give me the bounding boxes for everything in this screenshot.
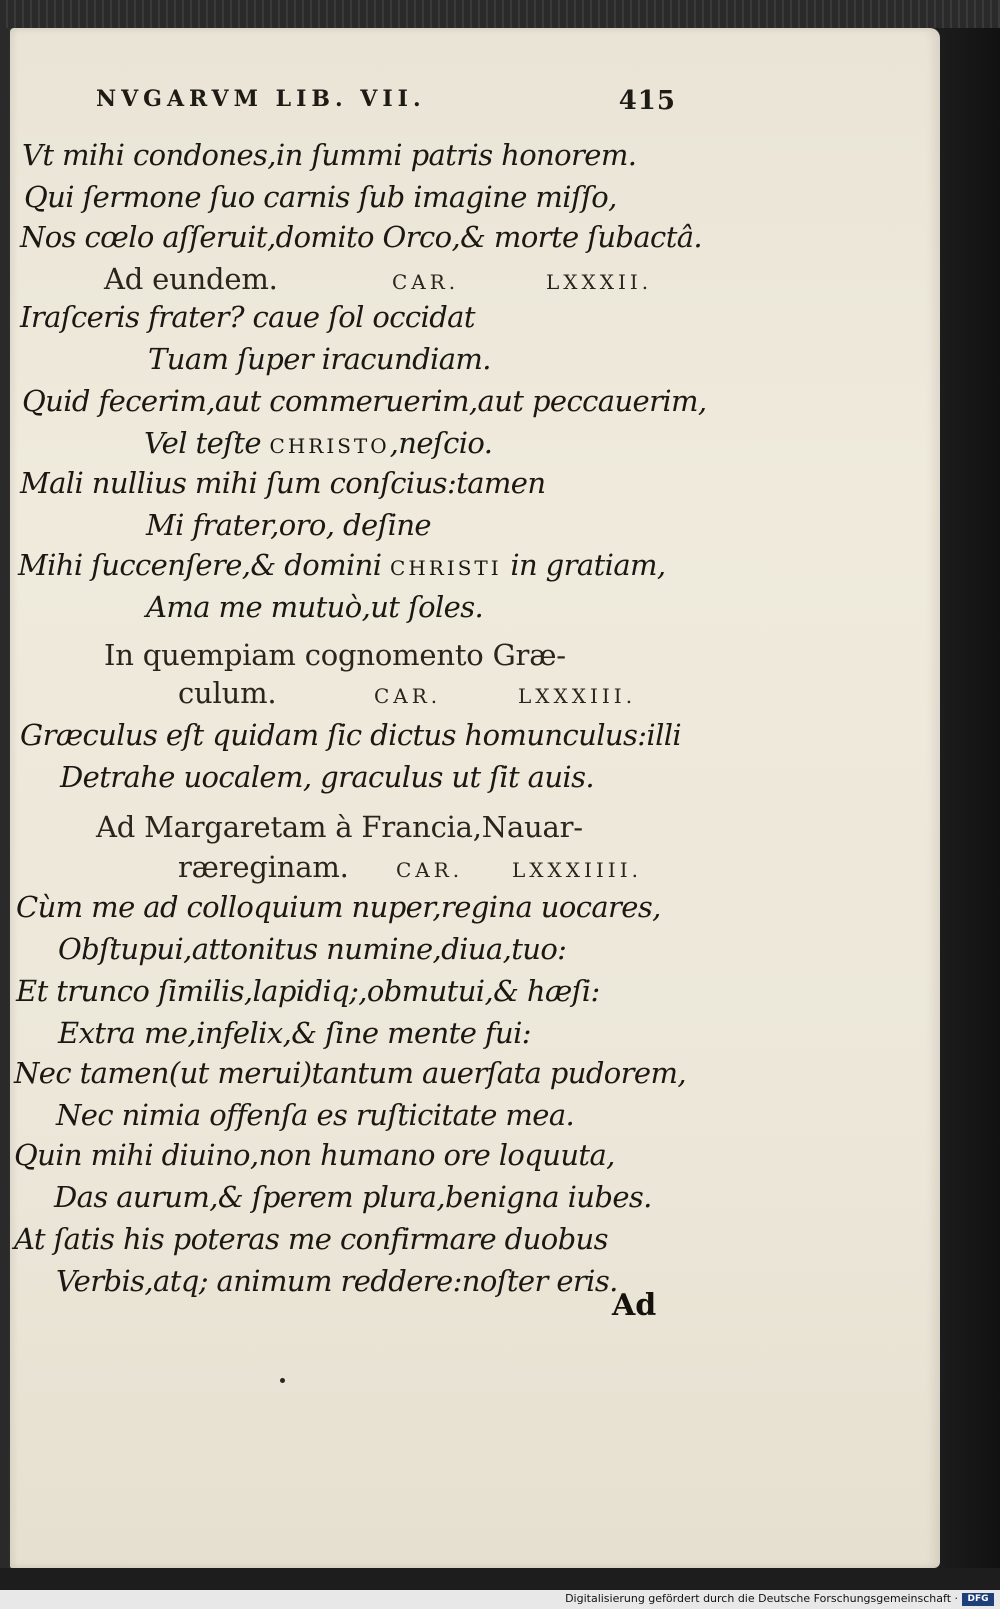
verse-line: Obſtupui,attonitus numine,diua,tuo: <box>58 932 567 966</box>
scan-bottom-edge <box>0 1568 1000 1590</box>
verse-line: Extra me,infelix,& ſine mente fui: <box>58 1016 531 1050</box>
verse-line: Et trunco ſimilis,lapidiq;,obmutui,& hæſi: <box>16 974 600 1008</box>
verse-line: Verbis,atq; animum reddere:noſter eris. <box>56 1264 618 1298</box>
poem-title: Ad Margaretam à Francia,Nauar- <box>96 810 583 844</box>
verse-line: Quin mihi diuino,non humano ore loquuta, <box>14 1138 615 1172</box>
running-head <box>96 86 676 116</box>
verse-line: Cùm me ad colloquium nuper,regina uocares, <box>16 890 661 924</box>
verse-line: Græculus eſt quidam ſic dictus homunculus:illi <box>20 718 682 752</box>
poem-title: In quempiam cognomento Græ- <box>104 638 566 672</box>
running-head-title: NVGARVM LIB. VII. <box>96 86 426 112</box>
dfg-logo: DFG <box>962 1593 994 1606</box>
verse-fragment: Vel teſte <box>144 426 261 460</box>
verse-line: Das aurum,& ſperem plura,benigna iubes. <box>54 1180 652 1214</box>
ink-speck <box>280 1378 285 1383</box>
carmen-label: CAR. <box>392 270 460 294</box>
poem-title: culum. <box>178 676 277 710</box>
carmen-number: LXXXIII. <box>518 684 637 708</box>
page-number: 415 <box>618 86 676 116</box>
catchword: Ad <box>612 1288 657 1323</box>
verse-line: Qui ſermone ſuo carnis ſub imagine miſſo, <box>24 180 617 214</box>
poem-title: Ad eundem. <box>104 262 278 296</box>
carmen-number: LXXXIIII. <box>512 858 642 882</box>
verse-fragment: in gratiam, <box>510 548 666 582</box>
verse-line: Nos cœlo aſſeruit,domito Orco,& morte ſubactâ. <box>20 220 703 254</box>
carmen-label: CAR. <box>374 684 442 708</box>
book-page <box>10 28 940 1568</box>
verse-fragment: Mihi ſuccenſere,& domini <box>18 548 382 582</box>
verse-line: Nec tamen(ut merui)tantum auerſata pudorem, <box>14 1056 686 1090</box>
verse-line: Mi frater,oro, deſine <box>146 508 431 542</box>
verse-line: Nec nimia offenſa es ruſticitate mea. <box>56 1098 575 1132</box>
carmen-number: LXXXII. <box>546 270 653 294</box>
carmen-label: CAR. <box>396 858 464 882</box>
verse-line: Ama me mutuò,ut ſoles. <box>146 590 484 624</box>
verse-line: Vt mihi condones,in ſummi patris honorem. <box>22 138 637 172</box>
verse-line: Quid fecerim,aut commeruerim,aut peccauerim, <box>22 384 707 418</box>
verse-line: Iraſceris frater? caue ſol occidat <box>20 300 475 334</box>
verse-line: Tuam ſuper iracundiam. <box>148 342 491 376</box>
poem-title: ræreginam. <box>178 850 349 884</box>
name-smallcaps: CHRISTI <box>390 556 502 580</box>
verse-fragment: ,neſcio. <box>389 426 493 460</box>
verse-line <box>18 548 666 582</box>
digitization-footer <box>0 1568 1000 1609</box>
name-smallcaps: CHRISTO <box>269 434 390 458</box>
funding-credit: Digitalisierung gefördert durch die Deutsche Forschungsgemeinschaft · <box>565 1592 958 1605</box>
verse-line: Mali nullius mihi ſum conſcius:tamen <box>20 466 546 500</box>
verse-line <box>144 426 492 460</box>
scan-top-edge <box>0 0 1000 28</box>
verse-line: Detrahe uocalem, graculus ut ſit auis. <box>60 760 594 794</box>
verse-line: At ſatis his poteras me confirmare duobus <box>14 1222 608 1256</box>
